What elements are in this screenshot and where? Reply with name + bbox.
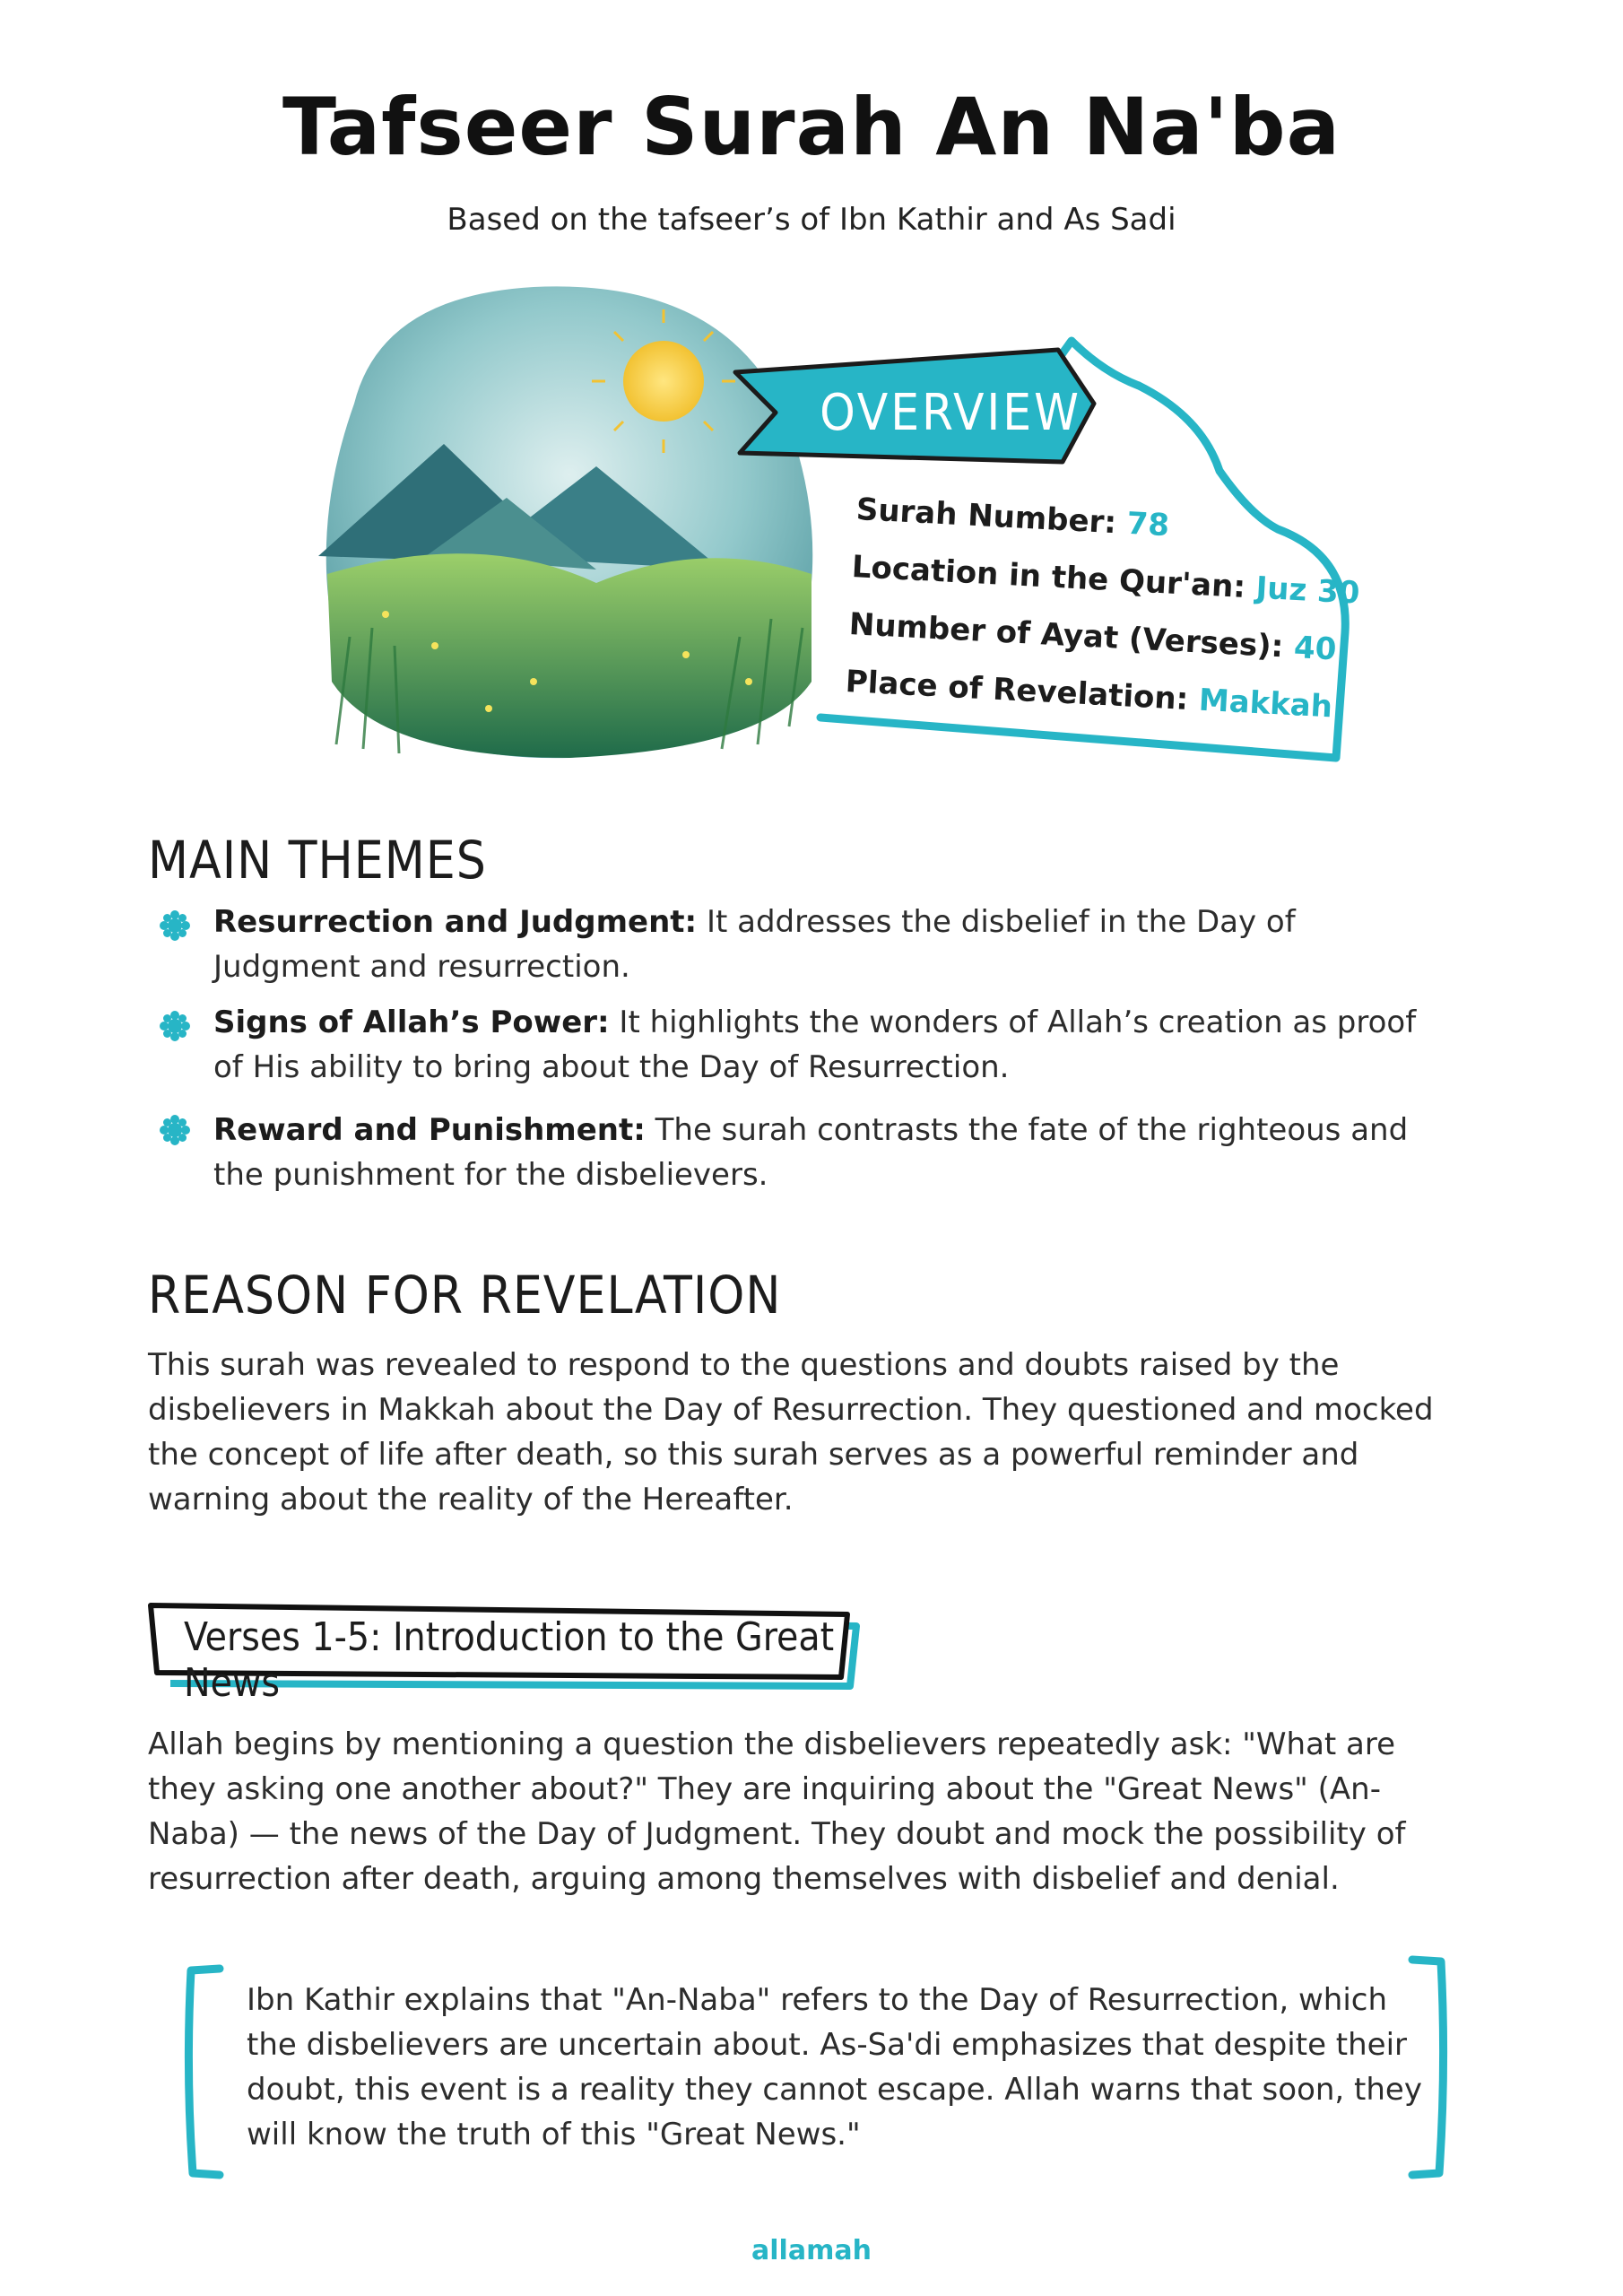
overview-label: OVERVIEW bbox=[820, 384, 1081, 442]
flower-bullet-icon bbox=[160, 1011, 190, 1041]
flower-bullet-icon bbox=[160, 910, 190, 941]
theme-item: Resurrection and Judgment: It addresses the disbelief in the Day of Judgment and resurrection. bbox=[213, 904, 1296, 985]
page-subtitle: Based on the tafseer’s of Ibn Kathir and As Sadi bbox=[447, 202, 1176, 238]
overview-place-of-revelation: Place of Revelation: Makkah bbox=[844, 664, 1333, 726]
verses-paragraph: Allah begins by mentioning a question the disbelievers repeatedly ask: "What are they asking one another about?" They are inquiring about the "Great News" (An-Naba) — the news of the Day of Judgment. They doubt and mock the possibility of resurrection after death, arguing among themselves with disbelief and denial. bbox=[148, 1726, 1406, 1897]
brand-logo: allamah bbox=[751, 2235, 872, 2266]
commentary-quote: Ibn Kathir explains that "An-Naba" refers to the Day of Resurrection, which the disbelievers are uncertain about. As-Sa'di emphasizes that despite their doubt, this event is a reality they cannot escape. Allah warns that soon, they will know the truth of this "Great News." bbox=[247, 1982, 1422, 2152]
theme-item: Reward and Punishment: The surah contrasts the fate of the righteous and the punishment for the disbelievers. bbox=[213, 1112, 1409, 1193]
main-themes-heading: MAIN THEMES bbox=[148, 830, 487, 891]
reason-paragraph: This surah was revealed to respond to the questions and doubts raised by the disbelievers in Makkah about the Day of Resurrection. They questioned and mocked the concept of life after death, so this surah serves as a powerful reminder and warning about the reality of the Hereafter. bbox=[148, 1347, 1434, 1518]
left-bracket-icon bbox=[175, 1960, 229, 2184]
flower-bullet-icon bbox=[160, 1115, 190, 1145]
overview-ayat-count: Number of Ayat (Verses): 40 bbox=[847, 606, 1338, 668]
overview-location: Location in the Qur'an: Juz 30 bbox=[850, 549, 1361, 612]
overview-surah-number: Surah Number: 78 bbox=[855, 491, 1171, 544]
theme-item: Signs of Allah’s Power: It highlights the wonders of Allah’s creation as proof of His ability to bring about the Day of Resurrection. bbox=[213, 1004, 1417, 1085]
verses-section-title: Verses 1-5: Introduction to the Great News bbox=[184, 1614, 835, 1706]
page-title: Tafseer Surah An Na'ba bbox=[282, 81, 1341, 173]
sun-icon bbox=[623, 341, 704, 422]
reason-heading: REASON FOR REVELATION bbox=[148, 1265, 782, 1326]
